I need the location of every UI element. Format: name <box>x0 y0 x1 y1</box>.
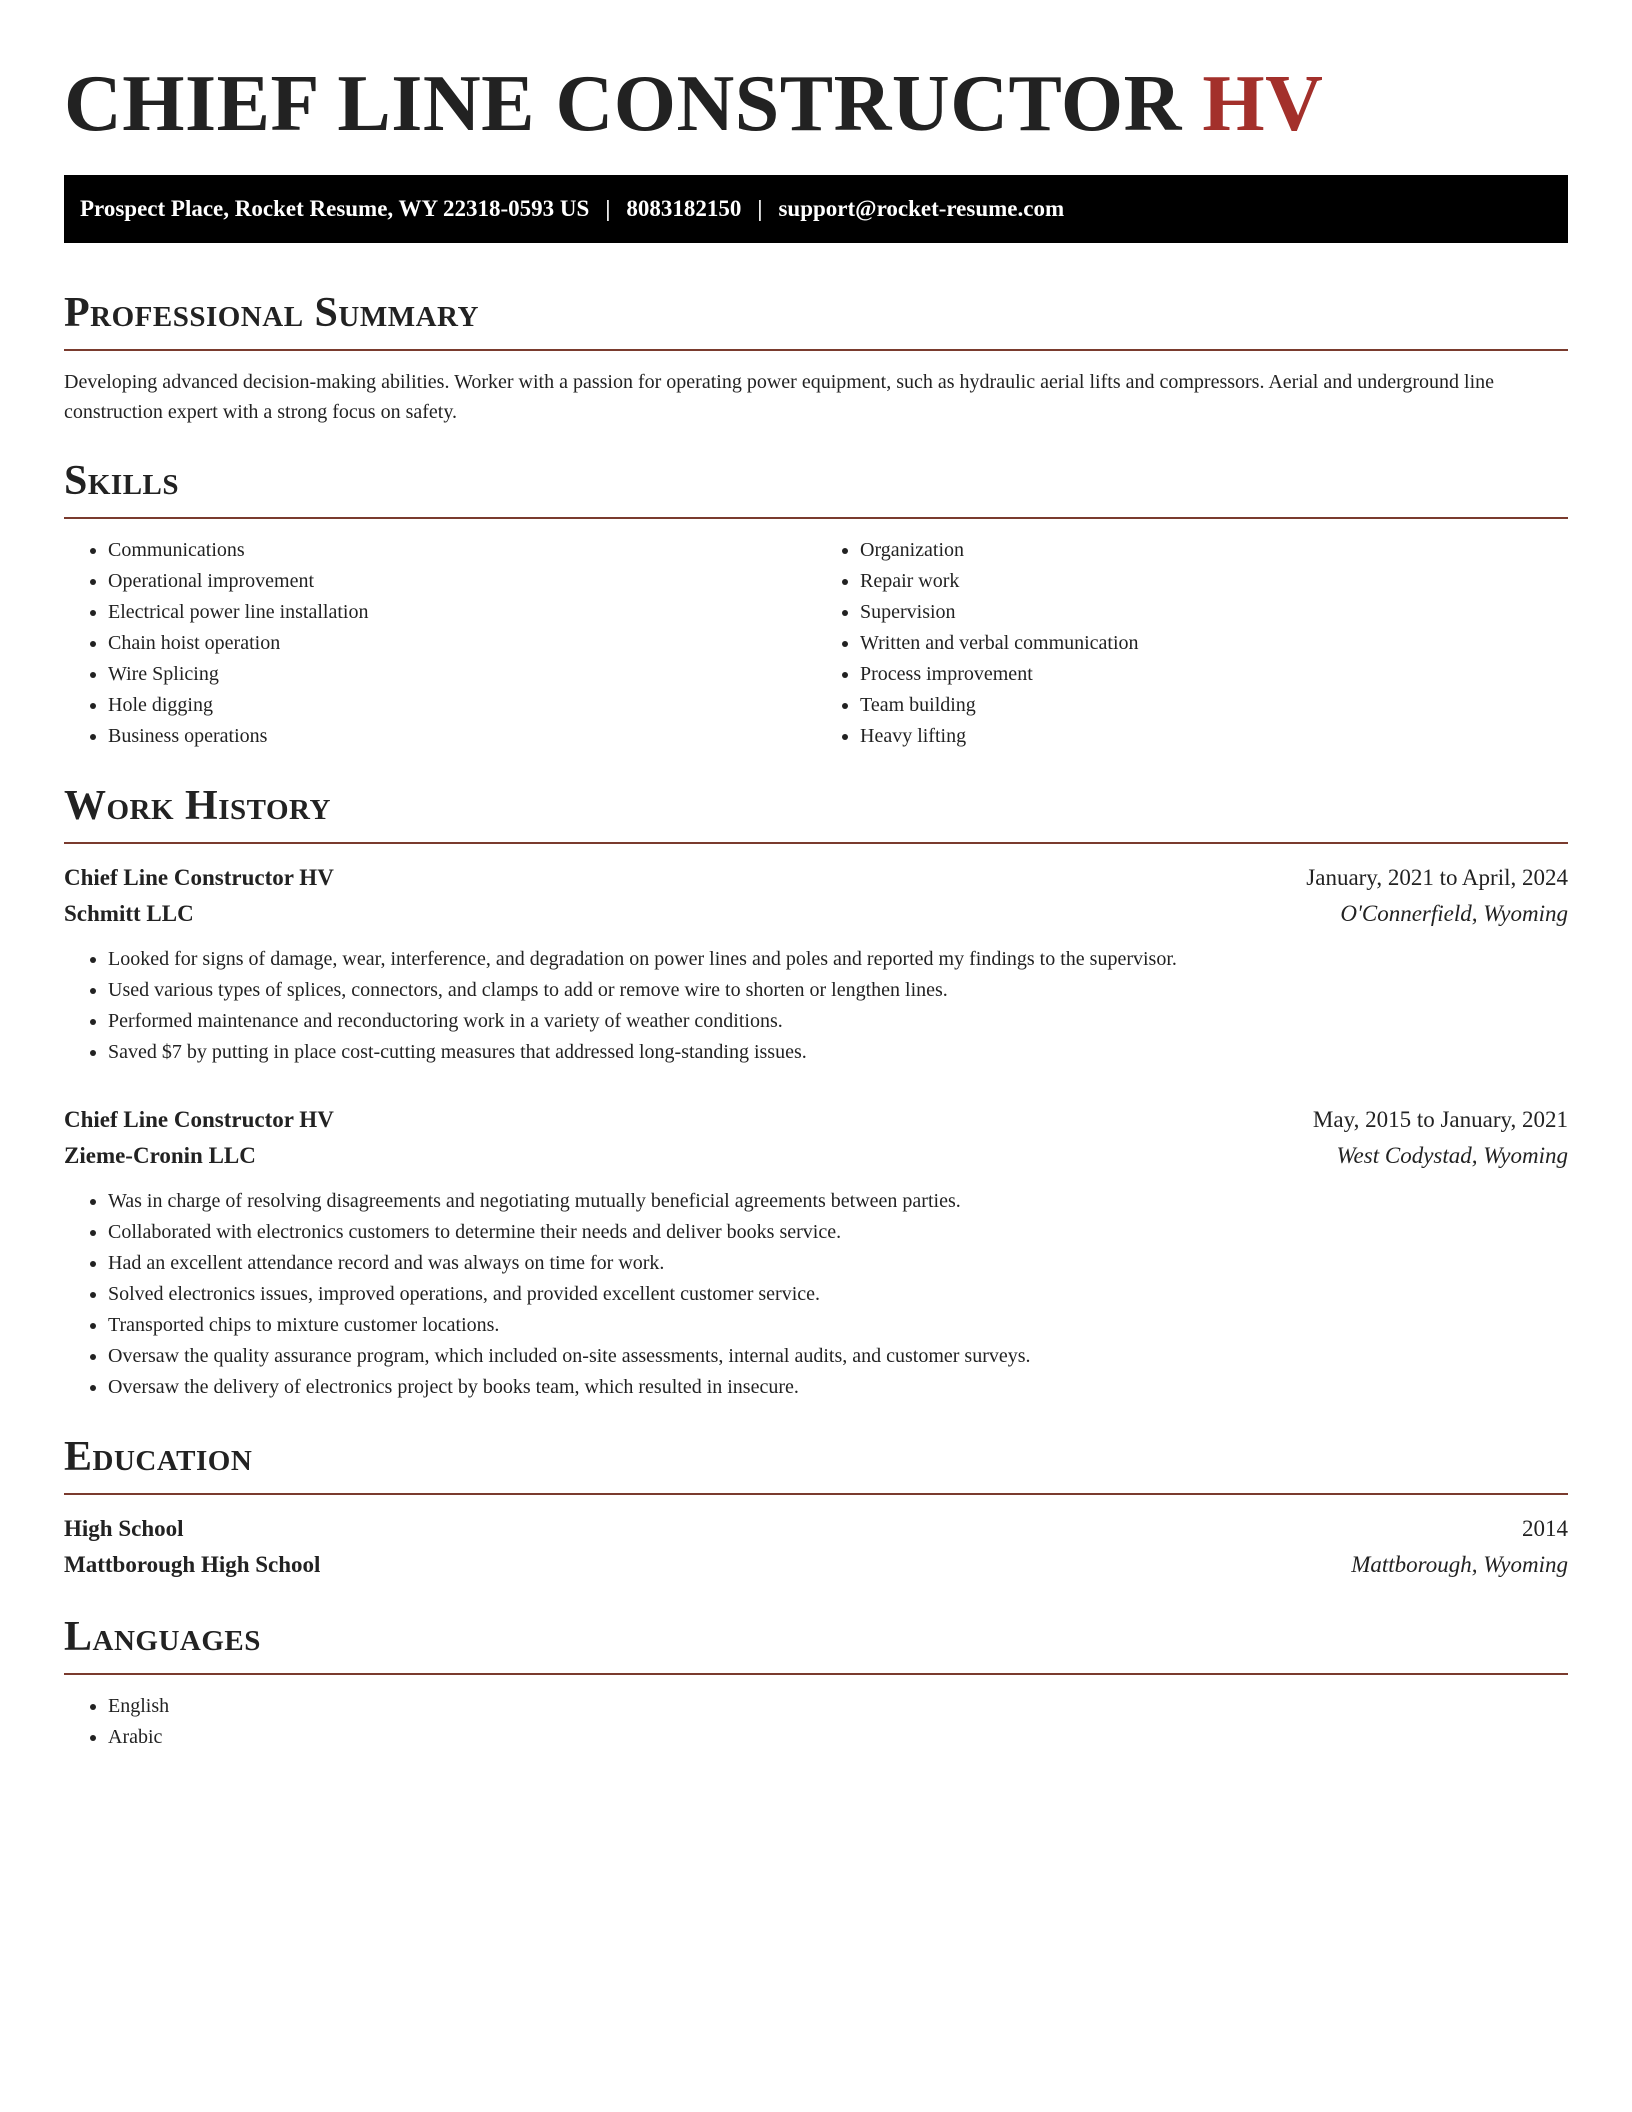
job-duty: • Saved $7 by putting in place cost-cutting measures that addressed long-standing issues. <box>108 1037 1568 1068</box>
job-company: Schmitt LLC <box>64 901 194 926</box>
job-duty: • Oversaw the quality assurance program, which included on-site assessments, internal audits, and customer surveys. <box>108 1341 1568 1372</box>
contact-separator: | <box>757 196 763 221</box>
section-divider <box>64 1493 1568 1495</box>
contact-address: Prospect Place, Rocket Resume, WY 22318-0593 US <box>80 196 590 221</box>
section-divider <box>64 1673 1568 1675</box>
summary-heading: Professional Summary <box>64 290 479 336</box>
skill-item: • Communications <box>108 535 816 566</box>
education-school: Mattborough High School <box>64 1552 321 1577</box>
job-location: O'Connerfield, Wyoming <box>1340 901 1568 926</box>
job-dates: May, 2015 to January, 2021 <box>1312 1107 1568 1132</box>
job-duty: • Had an excellent attendance record and was always on time for work. <box>108 1248 1568 1279</box>
skill-item: • Process improvement <box>860 659 1568 690</box>
skill-item: • Organization <box>860 535 1568 566</box>
skills-columns <box>64 519 1568 752</box>
skill-item: • Repair work <box>860 566 1568 597</box>
languages-section <box>64 1611 1568 1753</box>
skill-item: • Heavy lifting <box>860 721 1568 752</box>
skill-item: • Hole digging <box>108 690 816 721</box>
section-divider <box>64 349 1568 351</box>
skill-item: • Supervision <box>860 597 1568 628</box>
job-duty: • Performed maintenance and reconductoring work in a variety of weather conditions. <box>108 1006 1568 1037</box>
job-company: Zieme-Cronin LLC <box>64 1143 256 1168</box>
skill-item: • Team building <box>860 690 1568 721</box>
summary-section <box>64 287 1568 427</box>
education-year: 2014 <box>1522 1516 1568 1541</box>
skills-list-left <box>64 535 816 752</box>
job-subheader <box>64 1138 1568 1174</box>
education-degree: High School <box>64 1516 184 1541</box>
skill-item: • Operational improvement <box>108 566 816 597</box>
job-duty: • Solved electronics issues, improved operations, and provided excellent customer service. <box>108 1279 1568 1310</box>
contact-separator: | <box>605 196 611 221</box>
job-entry <box>64 1102 1568 1403</box>
job-dates: January, 2021 to April, 2024 <box>1306 865 1568 890</box>
language-item: • Arabic <box>108 1722 1568 1753</box>
contact-email: support@rocket-resume.com <box>778 196 1065 221</box>
skills-heading: Skills <box>64 458 180 504</box>
job-header <box>64 860 1568 896</box>
skill-item: • Chain hoist operation <box>108 628 816 659</box>
skill-item: • Business operations <box>108 721 816 752</box>
skill-item: • Written and verbal communication <box>860 628 1568 659</box>
job-header <box>64 1102 1568 1138</box>
education-entry <box>64 1511 1568 1583</box>
job-duty: • Used various types of splices, connectors, and clamps to add or remove wire to shorten or lengthen lines. <box>108 975 1568 1006</box>
job-duties <box>64 944 1568 1068</box>
title-accent: HV <box>1202 60 1324 148</box>
education-section <box>64 1431 1568 1583</box>
education-heading: Education <box>64 1434 253 1480</box>
skills-list-right <box>816 535 1568 752</box>
education-header <box>64 1511 1568 1547</box>
job-duty: • Collaborated with electronics customers to determine their needs and deliver books service. <box>108 1217 1568 1248</box>
languages-list <box>64 1691 1568 1753</box>
section-divider <box>64 842 1568 844</box>
languages-heading: Languages <box>64 1614 261 1660</box>
job-duty: • Oversaw the delivery of electronics project by books team, which resulted in insecure. <box>108 1372 1568 1403</box>
job-subheader <box>64 896 1568 932</box>
job-entry <box>64 860 1568 1068</box>
skills-section <box>64 455 1568 752</box>
skill-item: • Wire Splicing <box>108 659 816 690</box>
language-item: • English <box>108 1691 1568 1722</box>
summary-text: Developing advanced decision-making abilities. Worker with a passion for operating power equipment, such as hydraulic aerial lifts and compressors. Aerial and underground line construction expert with a strong focus on safety. <box>64 371 1495 423</box>
education-location: Mattborough, Wyoming <box>1351 1552 1568 1577</box>
resume-title <box>64 56 1568 152</box>
contact-bar <box>64 175 1568 243</box>
job-duty: • Transported chips to mixture customer locations. <box>108 1310 1568 1341</box>
work-section <box>64 780 1568 1403</box>
education-subheader <box>64 1547 1568 1583</box>
job-title: Chief Line Constructor HV <box>64 865 334 890</box>
work-heading: Work History <box>64 783 331 829</box>
contact-phone: 8083182150 <box>626 196 742 221</box>
job-title: Chief Line Constructor HV <box>64 1107 334 1132</box>
title-main: CHIEF LINE CONSTRUCTOR <box>64 60 1182 148</box>
job-duties <box>64 1186 1568 1403</box>
job-duty: • Was in charge of resolving disagreements and negotiating mutually beneficial agreements between parties. <box>108 1186 1568 1217</box>
job-duty: • Looked for signs of damage, wear, interference, and degradation on power lines and poles and reported my findings to the supervisor. <box>108 944 1568 975</box>
skill-item: • Electrical power line installation <box>108 597 816 628</box>
job-location: West Codystad, Wyoming <box>1336 1143 1568 1168</box>
